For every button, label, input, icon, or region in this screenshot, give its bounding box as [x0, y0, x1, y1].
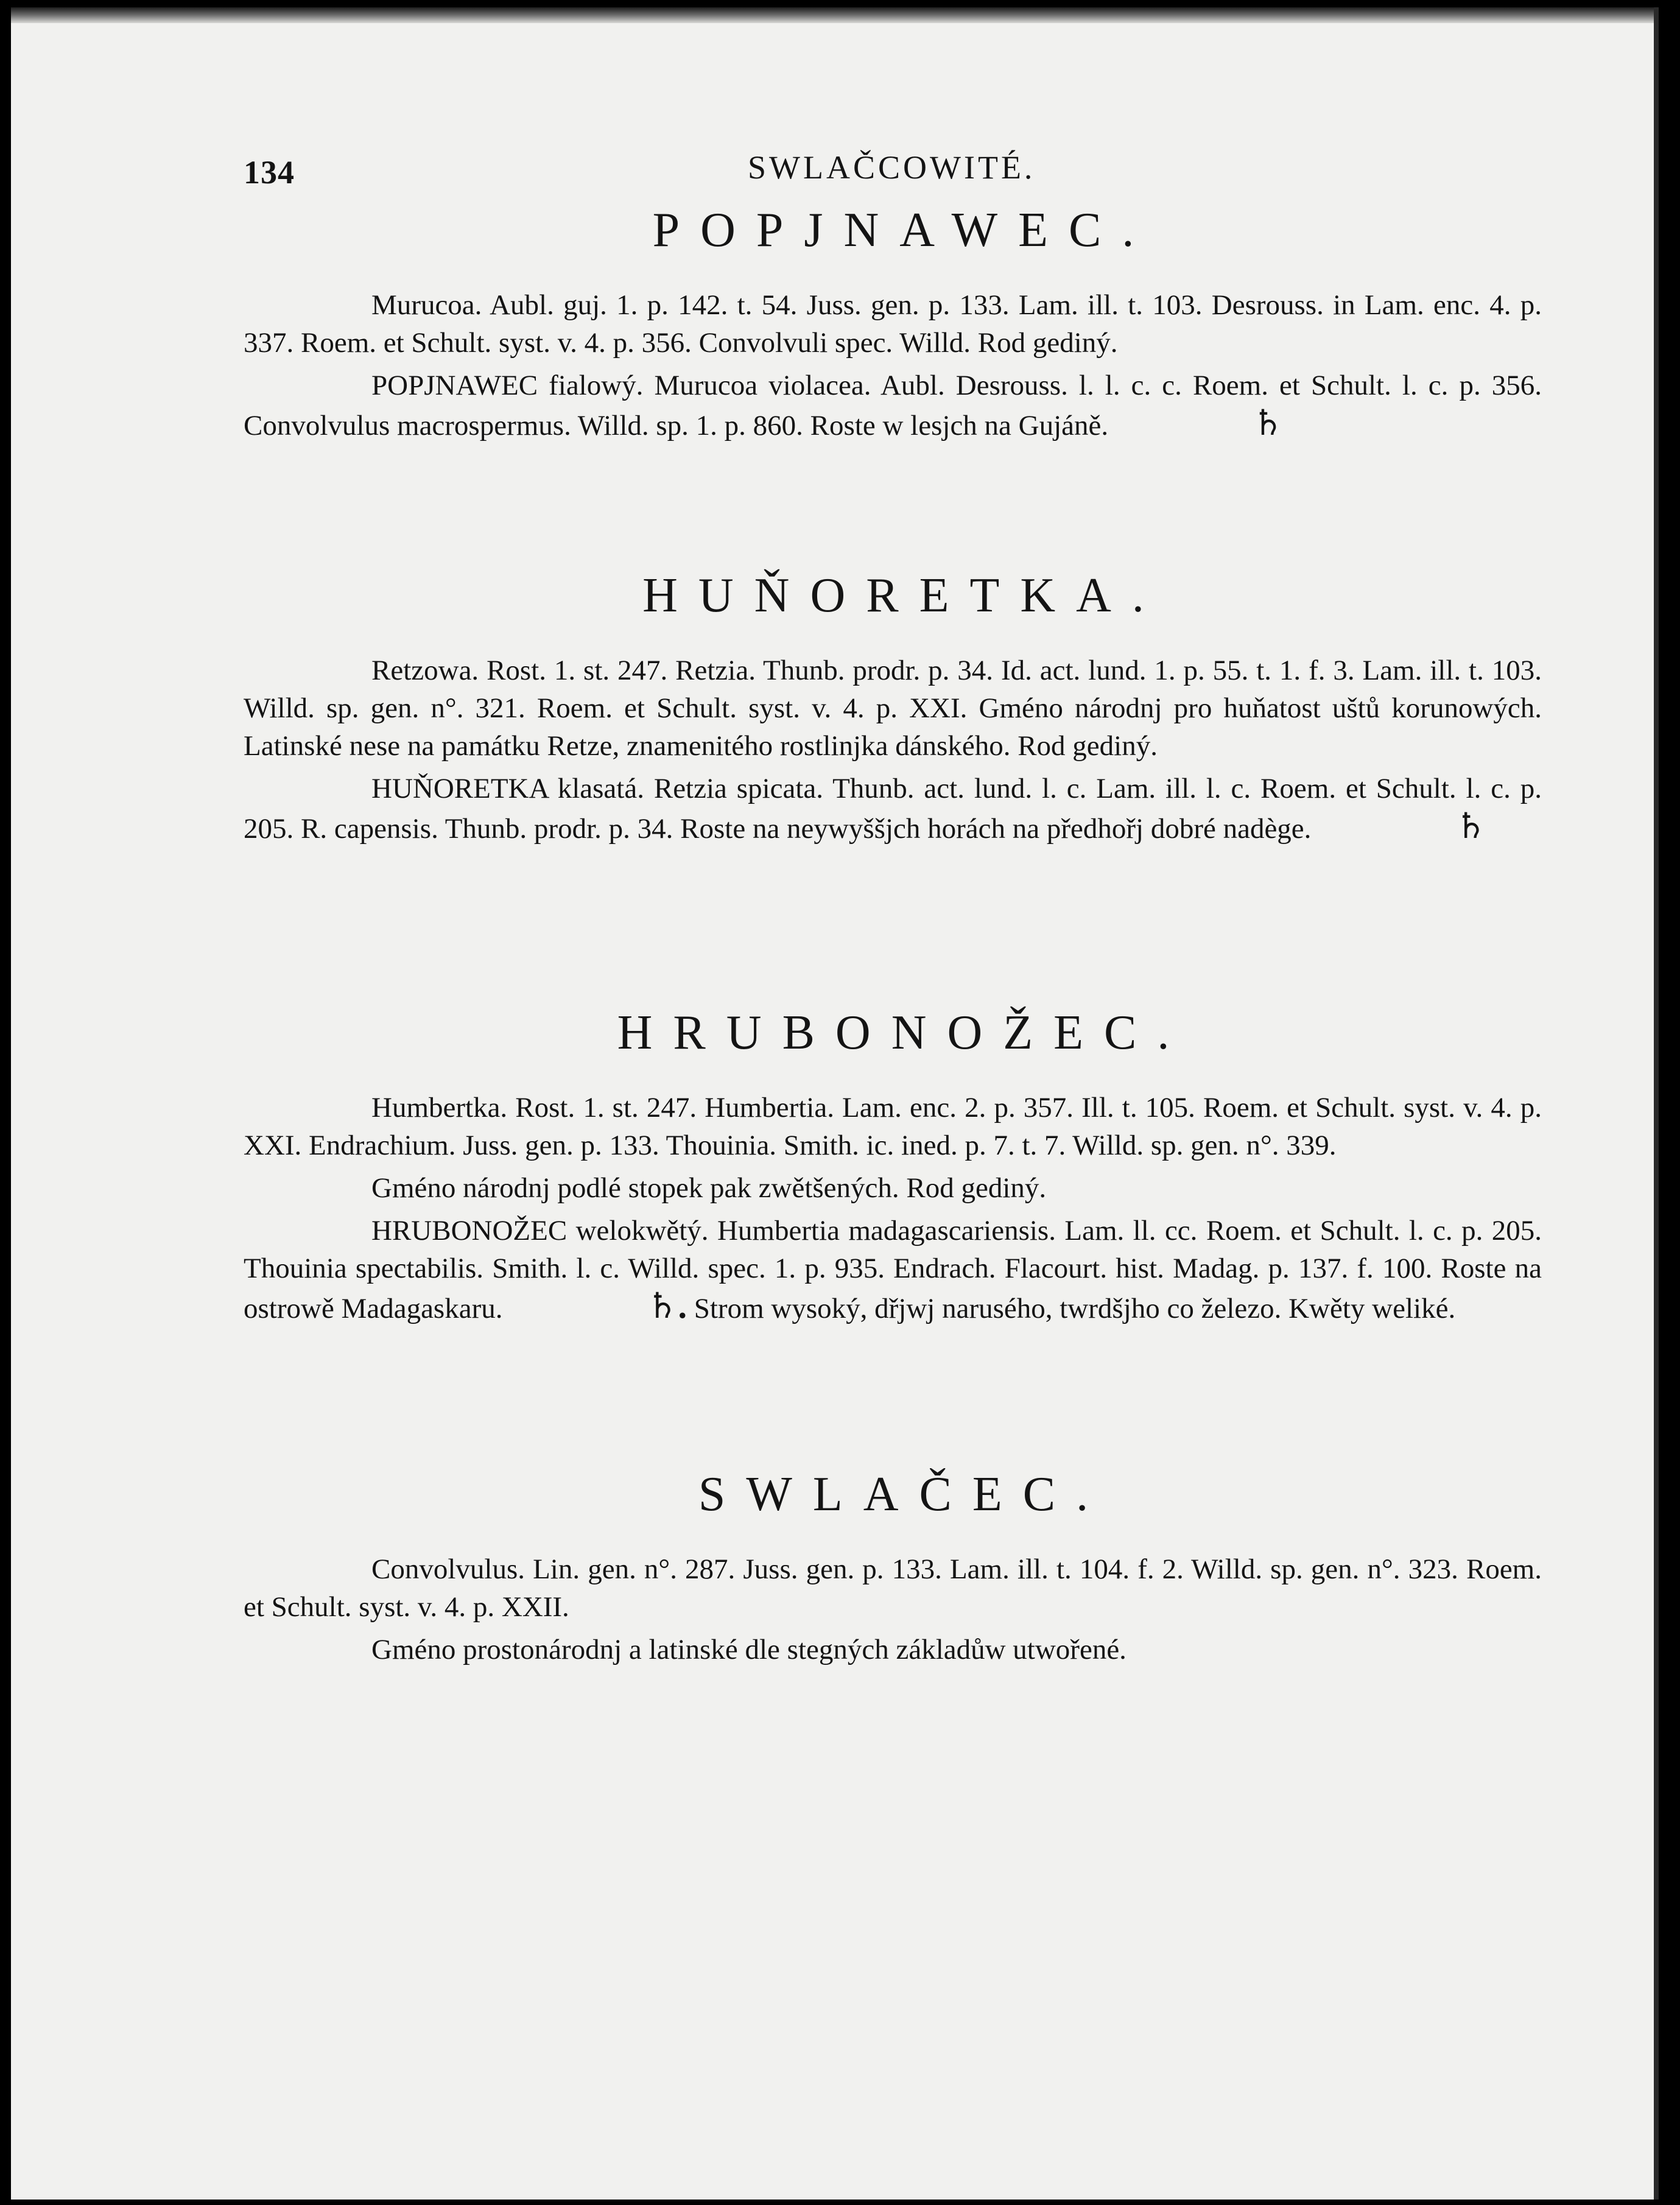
section-title: POPJNAWEC. — [652, 203, 1155, 257]
section-title: SWLAČEC. — [698, 1468, 1109, 1521]
shrub-symbol-icon: ♄ — [1455, 806, 1487, 846]
section-popjnawec — [244, 201, 1542, 449]
species-description: Strom wysoký, dřjwj narusého, twrdšjho co železo. Kwěty weliké. — [694, 1293, 1456, 1324]
species-text: POPJNAWEC fialowý. Murucoa violacea. Aubl. Desrouss. l. l. c. c. Roem. et Schult. l. c. p. 356. Convolvulus macrospermus. Willd. sp. 1. p. 860. Roste w lesjch na Gujáně. — [244, 370, 1542, 441]
page-number: 134 — [244, 154, 295, 191]
section-swlacec — [244, 1465, 1542, 1673]
running-title: SWLAČCOWITÉ. — [748, 149, 1036, 186]
name-etymology: Gméno národnj podlé stopek pak zwětšených. Rod gediný. — [371, 1172, 1047, 1204]
section-title: HUŇORETKA. — [642, 569, 1165, 622]
section-title: HRUBONOŽEC. — [617, 1006, 1190, 1060]
species-text: HRUBONOŽEC welokwětý. Humbertia madagascariensis. Lam. ll. cc. Roem. et Schult. l. c. p. 205. Thouinia spectabilis. Smith. l. c. Willd. spec. 1. p. 935. Endrach. Flacourt. hist. Madag. p. 137. f. 100. Roste na ostrowě Madagaskaru. — [244, 1215, 1542, 1324]
scanned-page — [11, 7, 1659, 2200]
species-entry — [244, 1212, 1542, 1328]
species-entry — [244, 770, 1542, 848]
genus-synonymy: Humbertka. Rost. 1. st. 247. Humbertia. Lam. enc. 2. p. 357. Ill. t. 105. Roem. et Schult. syst. v. 4. p. XXI. Endrachium. Juss. gen. p. 133. Thouinia. Smith. ic. ined. p. 7. t. 7. Willd. sp. gen. n°. 339. — [244, 1092, 1542, 1161]
shrub-symbol-icon: ♄. — [646, 1286, 687, 1326]
name-etymology: Gméno prostonárodnj a latinské dle stegných základůw utwořené. — [371, 1634, 1126, 1665]
species-entry — [244, 367, 1542, 445]
section-hunoretka — [244, 566, 1542, 853]
scan-top-edge — [11, 7, 1654, 23]
genus-synonymy: Convolvulus. Lin. gen. n°. 287. Juss. gen. p. 133. Lam. ill. t. 104. f. 2. Willd. sp. gen. n°. 323. Roem. et Schult. syst. v. 4. p. XXII. — [244, 1553, 1542, 1623]
section-hrubonozec — [244, 1004, 1542, 1332]
species-text: HUŇORETKA klasatá. Retzia spicata. Thunb. act. lund. l. c. Lam. ill. l. c. Roem. et Schult. l. c. p. 205. R. capensis. Thunb. prodr. p. 34. Roste na neywyššjch horách na předhořj dobré nadège. — [244, 773, 1542, 845]
shrub-symbol-icon: ♄ — [1252, 403, 1284, 443]
genus-synonymy: Murucoa. Aubl. guj. 1. p. 142. t. 54. Juss. gen. p. 133. Lam. ill. t. 103. Desrouss. in Lam. enc. 4. p. 337. Roem. et Schult. syst. v. 4. p. 356. Convolvuli spec. Willd. Rod gediný. — [244, 289, 1542, 359]
genus-synonymy: Retzowa. Rost. 1. st. 247. Retzia. Thunb. prodr. p. 34. Id. act. lund. 1. p. 55. t. 1. f. 3. Lam. ill. t. 103. Willd. sp. gen. n°. 321. Roem. et Schult. syst. v. 4. p. XXI. Gméno národnj pro huňatost uštů korunowých. Latinské nese na památku Retze, znamenitého rostlinjka dánského. Rod gediný. — [244, 655, 1542, 762]
